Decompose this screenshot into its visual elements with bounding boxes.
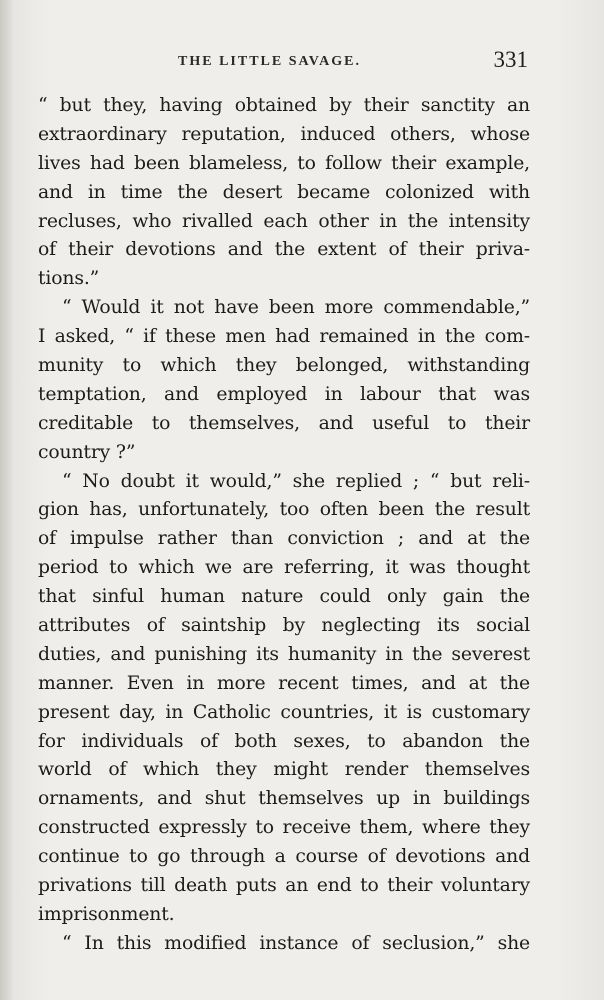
text-line: munity to which they belonged, withstanding	[38, 355, 530, 377]
text-line: “ Would it not have been more commendable,”	[62, 297, 530, 319]
text-line: “ No doubt it would,” she replied ; “ but reli-	[62, 470, 530, 492]
text-line: extraordinary reputation, induced others, whose	[38, 123, 530, 145]
text-line: manner. Even in more recent times, and at the	[38, 672, 530, 694]
text-line: for individuals of both sexes, to abandon the	[38, 730, 530, 752]
text-line: recluses, who rivalled each other in the intensity	[38, 210, 530, 232]
text-line: world of which they might render themselves	[38, 759, 530, 781]
text-line: duties, and punishing its humanity in the severest	[38, 643, 530, 665]
text-line: gion has, unfortunately, too often been the result	[38, 499, 530, 521]
text-line: that sinful human nature could only gain the	[38, 586, 530, 608]
text-line: privations till death puts an end to their voluntary	[38, 875, 530, 897]
text-line: period to which we are referring, it was thought	[38, 557, 530, 579]
text-line: attributes of saintship by neglecting its social	[38, 615, 530, 637]
text-line: of their devotions and the extent of their priva-	[38, 239, 530, 261]
text-line: ornaments, and shut themselves up in buildings	[38, 788, 530, 810]
text-line: “ but they, having obtained by their sanctity an	[38, 95, 530, 116]
text-line: constructed expressly to receive them, where they	[38, 817, 530, 839]
page-number: 331	[493, 47, 528, 72]
text-line: I asked, “ if these men had remained in the com-	[38, 326, 530, 348]
text-line: tions.”	[38, 268, 100, 290]
text-line: country ?”	[38, 441, 136, 463]
text-line: temptation, and employed in labour that was	[38, 383, 530, 405]
text-line: creditable to themselves, and useful to their	[38, 412, 530, 434]
text-line: lives had been blameless, to follow their example,	[38, 152, 530, 174]
text-line: present day, in Catholic countries, it is customary	[38, 701, 530, 723]
text-line: continue to go through a course of devotions and	[38, 846, 530, 868]
spine-shadow	[0, 0, 14, 1000]
body-text	[38, 92, 530, 959]
text-line: “ In this modified instance of seclusion,” she	[62, 932, 530, 954]
running-title: THE LITTLE SAVAGE.	[178, 54, 361, 69]
text-line: of impulse rather than conviction ; and at the	[38, 528, 530, 550]
text-line: imprisonment.	[38, 903, 175, 925]
running-head	[38, 44, 530, 78]
text-line: and in time the desert became colonized with	[38, 181, 530, 203]
